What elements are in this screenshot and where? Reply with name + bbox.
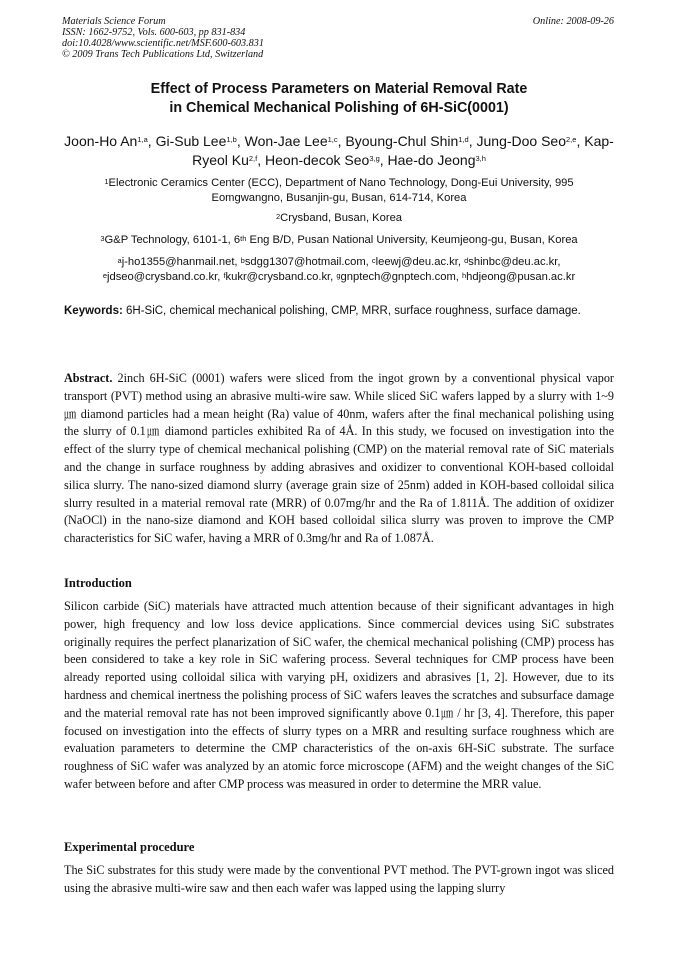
email-marker: c [371,256,376,265]
paper-title [40,80,638,118]
author-affiliation-marker: 2,f [248,154,258,163]
affiliation-1-marker: 1 [104,177,109,186]
author-affiliation-marker: 1,b [226,135,237,144]
author-separator: , [236,133,245,149]
author-affiliation-marker: 1,d [458,135,469,144]
author-list [56,132,622,170]
email-marker: f [223,271,226,280]
email-address: sdgg1307@hotmail.com, [244,256,372,268]
affiliation-1-line-2: Eomgwangno, Busanjin-gu, Busan, 614-714, Korea [211,192,467,204]
abstract-text: 2inch 6H-SiC (0001) wafers were sliced from the ingot grown by a conventional physical vapor transport (PVT) method using an abrasive multi-wire saw. While sliced SiC wafers lapped by a slurry with 1~9㎛ diamond particles had a mean height (Ra) value of 40nm, wafers after the final mechanical polishing using the slurry of 0.1㎛ diamond particles exhibited Ra of 4Å. In this study, we focused on investigation into the effect of the slurry type of chemical mechanical polishing (CMP) on the material removal rate of SiC materials and the change in surface roughness by adding abrasives and oxidizer to conventional KOH-based colloidal silica slurry. The nano-sized diamond slurry (average grain size of 25nm) added in KOH-based colloidal silica slurry resulted in a material removal rate (MRR) of 0.07mg/hr and the Ra of 1.811Å. The addition of oxidizer (NaOCl) in the nano-size diamond and KOH based colloidal silica slurry was proven to improve the CMP characteristics for SiC wafer, having a MRR of 0.3mg/hr and Ra of 1.087Å. [64,371,614,546]
author-affiliation-marker: 3,h [475,154,486,163]
email-list [56,255,622,285]
copyright-line: © 2009 Trans Tech Publications Ltd, Switzerland [62,49,264,60]
author-affiliation-marker: 3,g [369,154,380,163]
email-address: gnptech@gnptech.com, [340,271,462,283]
affiliation-2 [56,211,622,226]
affiliation-1 [56,176,622,206]
affiliation-3 [56,233,622,248]
author-name: Joon-Ho An [64,133,138,149]
publication-info [62,16,264,60]
author-name: Kap-Ryeol Ku [192,133,614,168]
abstract-label: Abstract. [64,371,113,385]
author-separator: , [379,152,388,168]
title-line-2: in Chemical Mechanical Polishing of 6H-SiC(0001) [169,100,509,116]
affiliation-3-text-b: Eng B/D, Pusan National University, Keumjeong-gu, Busan, Korea [246,234,578,246]
experimental-heading: Experimental procedure [64,840,195,854]
email-address: shinbc@deu.ac.kr, [468,256,561,268]
keywords-text: 6H-SiC, chemical mechanical polishing, CMP, MRR, surface roughness, surface damage. [122,305,581,317]
keywords-label: Keywords: [64,305,123,317]
author-name: Gi-Sub Lee [155,133,227,149]
title-line-1: Effect of Process Parameters on Material Removal Rate [150,81,528,97]
issn-line: ISSN: 1662-9752, Vols. 600-603, pp 831-834 [62,27,246,38]
email-address: jdseo@crysband.co.kr, [106,271,224,283]
author-separator: , [576,133,585,149]
affiliation-3-marker: 3 [100,234,105,243]
doi-line: doi:10.4028/www.scientific.net/MSF.600-603.831 [62,38,264,49]
journal-name: Materials Science Forum [62,16,166,27]
author-separator: , [468,133,477,149]
author-name: Byoung-Chul Shin [345,133,459,149]
email-marker: d [464,256,469,265]
affiliation-3-ordinal: th [240,234,247,243]
affiliation-1-line-1: Electronic Ceramics Center (ECC), Department of Nano Technology, Dong-Eui University, 995 [108,177,574,189]
author-separator: , [147,133,156,149]
author-affiliation-marker: 1,a [137,135,148,144]
author-name: Won-Jae Lee [244,133,328,149]
author-affiliation-marker: 1,c [327,135,338,144]
email-address: leewj@deu.ac.kr, [375,256,465,268]
keywords [64,304,614,320]
email-marker: g [336,271,341,280]
affiliation-2-text: Crysband, Busan, Korea [280,212,403,224]
email-marker: h [462,271,467,280]
email-address: j-ho1355@hanmail.net, [121,256,241,268]
introduction-heading: Introduction [64,576,132,590]
author-separator: , [337,133,346,149]
author-name: Jung-Doo Seo [476,133,567,149]
abstract [64,370,614,548]
author-name: Heon-decok Seo [265,152,370,168]
experimental-text: The SiC substrates for this study were made by the conventional PVT method. The PVT-grown ingot was sliced using the abrasive multi-wire saw and then each wafer was lapped using the lapping slurry [64,863,614,895]
author-separator: , [257,152,266,168]
email-marker: e [102,271,107,280]
online-date: Online: 2008-09-26 [532,16,614,27]
author-name: Hae-do Jeong [387,152,476,168]
affiliation-2-marker: 2 [275,212,281,221]
email-address: kukr@crysband.co.kr, [225,271,337,283]
introduction-text: Silicon carbide (SiC) materials have attracted much attention because of their significant advantages in high power, high frequency and low loss device applications. Since commercial devices using SiC substrates originally requires the perfect planarization of SiC wafer, the chemical mechanical polishing (CMP) process has been considered to take a key role in SiC wafering process. Several techniques for CMP process have been already reported using colloidal silica with varying pH, oxidizers and abrasives [1, 2]. However, due to its hardness and chemical inertness the polishing process of SiC wafers leaves the scratches and subsurface damage and the material removal rate has not been improved significantly above 0.1㎛ / hr [3, 4]. Therefore, this paper focused on investigation into the effects of slurry types on a MRR and resulting surface roughness which are evaluation parameters to determine the CMP characteristics of the on-axis 6H-SiC substrate. The surface roughness of SiC wafer was analyzed by an atomic force microscope (AFM) and the weight changes of the SiC wafer between before and after CMP process was measured in order to determine the MRR value. [64,599,614,791]
author-affiliation-marker: 2,e [566,135,577,144]
email-address: hdjeong@pusan.ac.kr [466,271,576,283]
email-marker: b [240,256,245,265]
affiliation-3-text-a: G&P Technology, 6101-1, 6 [104,234,241,246]
email-marker: a [117,256,122,265]
